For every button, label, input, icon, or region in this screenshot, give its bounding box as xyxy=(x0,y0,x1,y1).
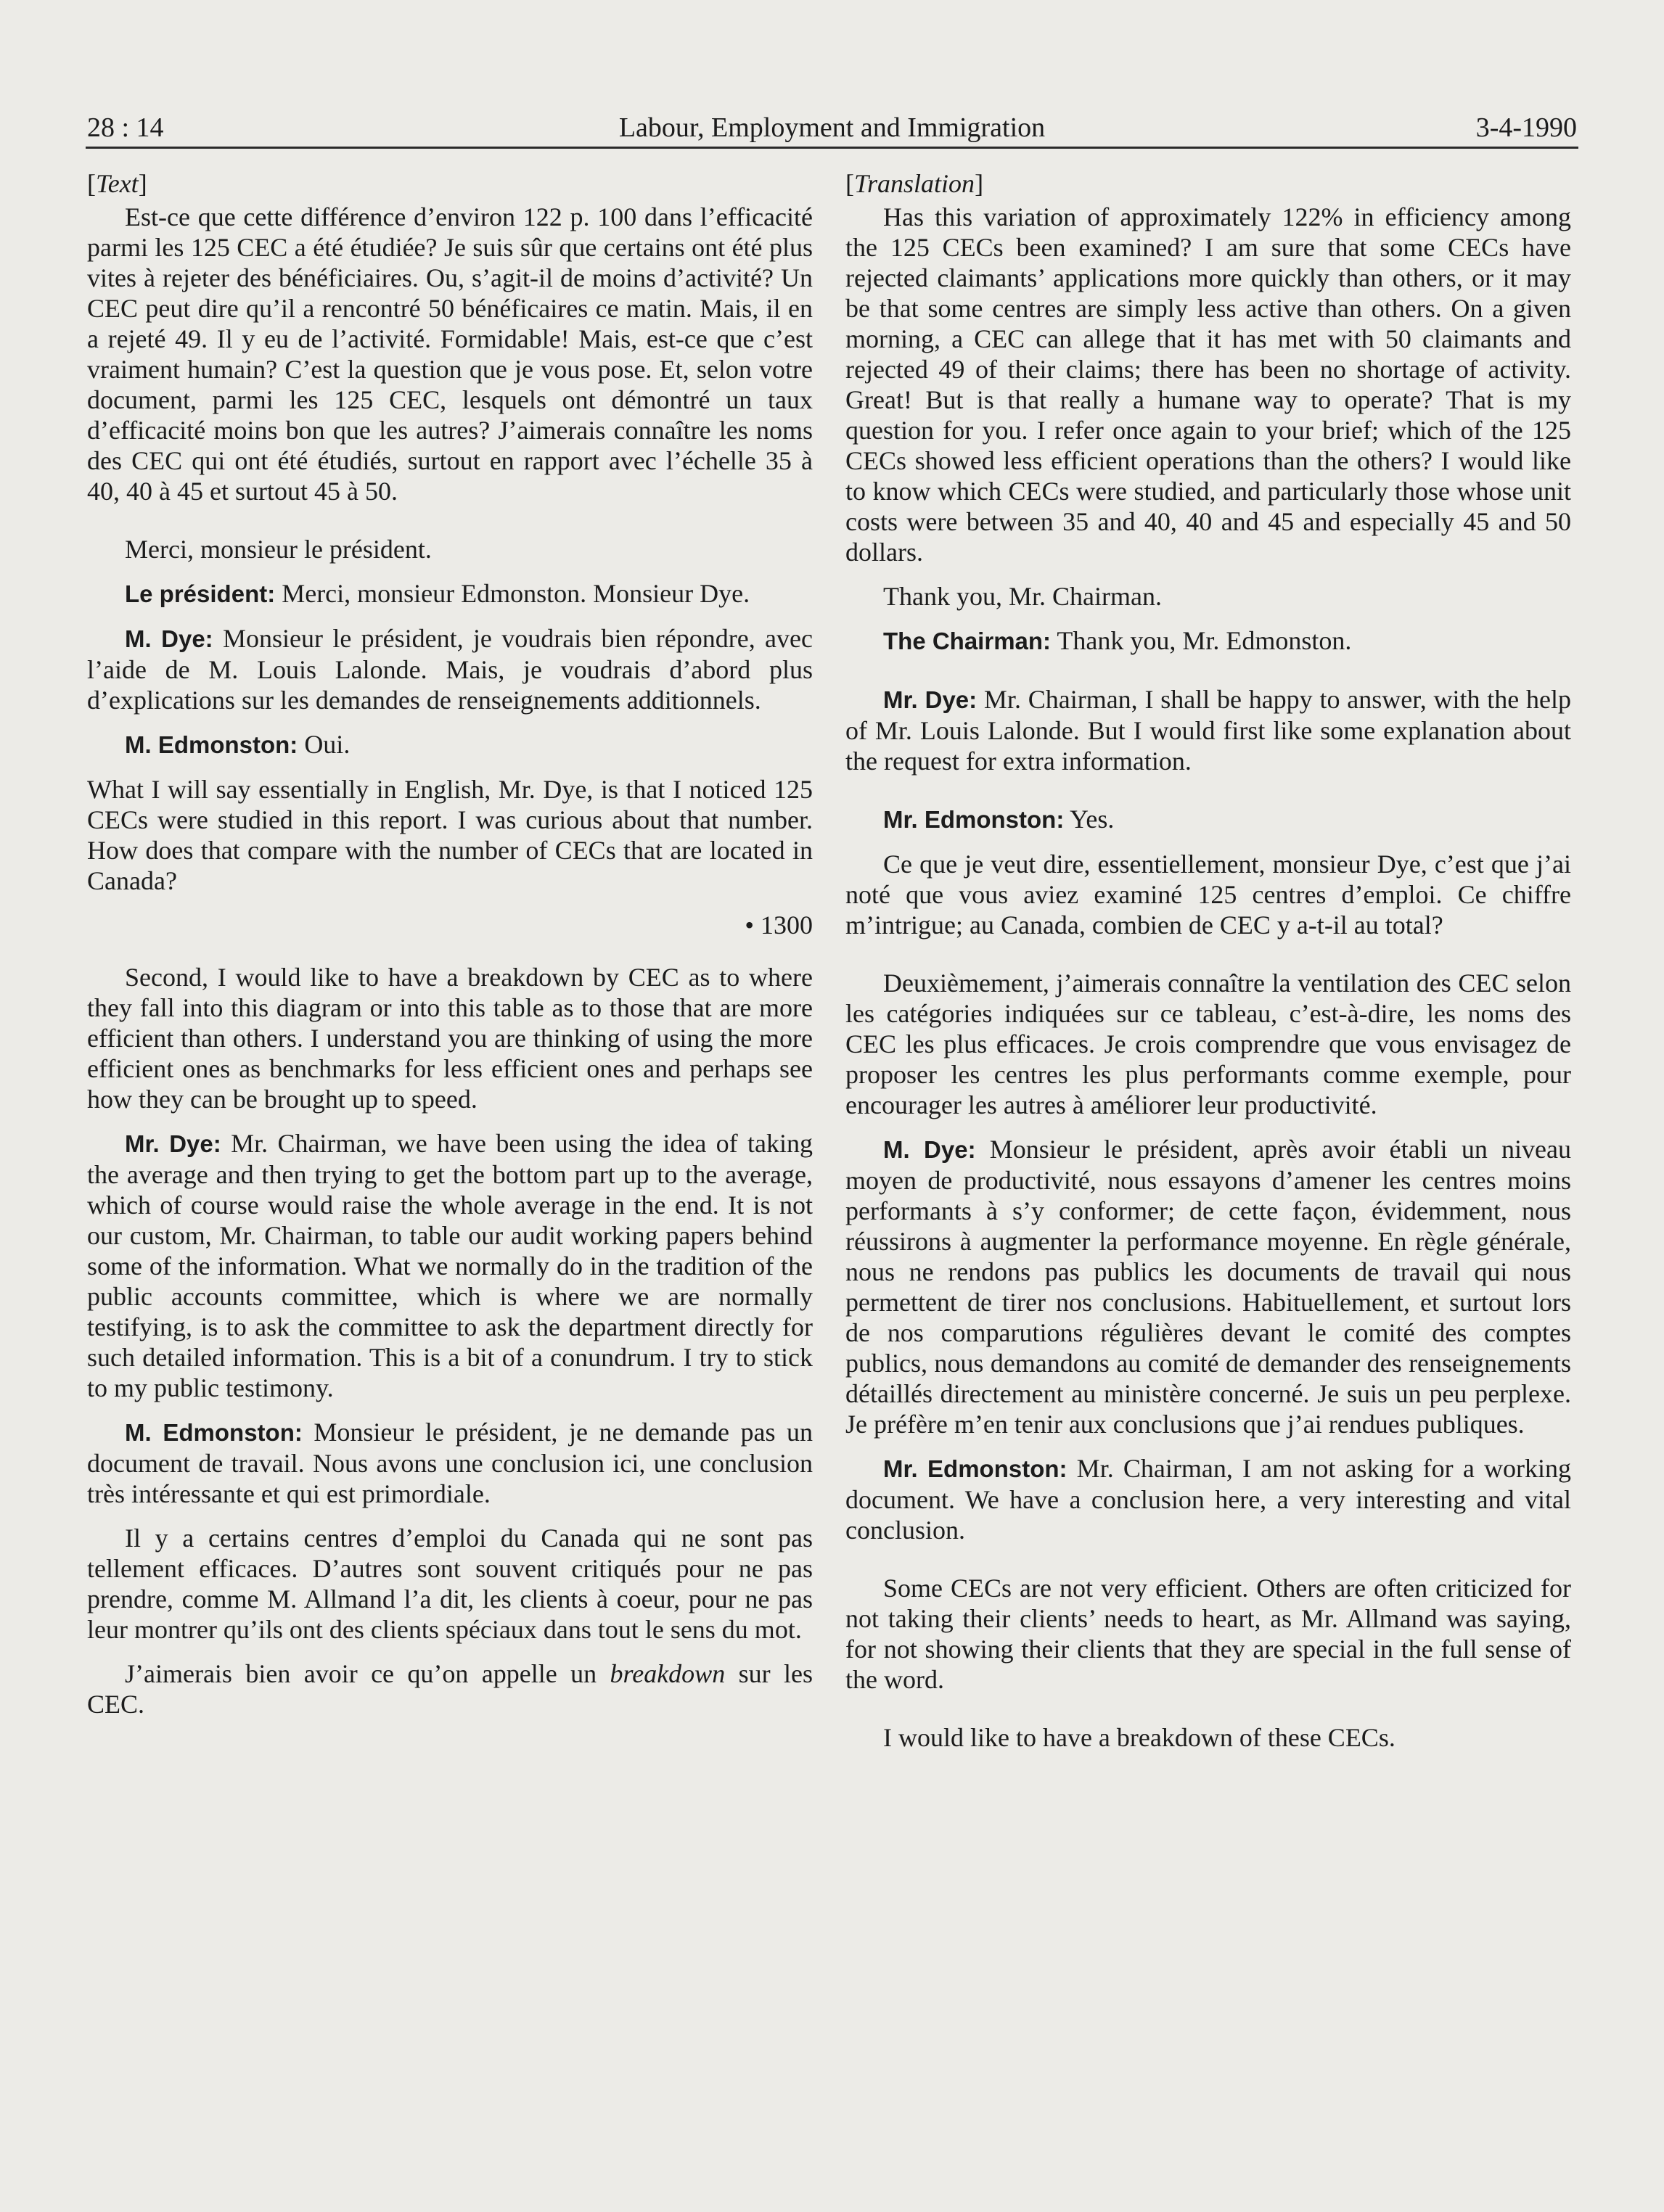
paragraph: M. Edmonston: Monsieur le président, je ne demande pas un document de travail. Nous avons une conclusion ici, une conclusion très intéressante et qui est primordiale. xyxy=(87,1418,813,1508)
left-column xyxy=(87,168,813,1733)
paragraph: Est-ce que cette différence d’environ 122 p. 100 dans l’efficacité parmi les 125 CEC a été étudiée? Je suis sûr que certains ont été plus vites à rejeter des bénéficiaires. Ou, s’agit-il de moins d’activité? Un CEC peut dire qu’il a rencontré 50 bénéficaires ce matin. Mais, il en a rejeté 49. Il y eu de l’activité. Formidable! Mais, est-ce que c’est vraiment humain? C’est la question que je vous pose. Et, selon votre document, parmi les 125 CEC, lesquels ont démontré un taux d’efficacité moins bon que les autres? J’aimerais connaître les noms des CEC qui ont été étudiés, surtout en rapport avec l’échelle 35 à 40, 40 à 45 et surtout 45 à 50. xyxy=(87,202,813,506)
paragraph: Ce que je veut dire, essentiellement, monsieur Dye, c’est que j’ai noté que vous aviez examiné 125 centres d’emploi. Ce chiffre m’intrigue; au Canada, combien de CEC y a-t-il au total? xyxy=(845,850,1571,940)
speaker-name: Mr. Dye: xyxy=(125,1130,221,1157)
paragraph: Mr. Edmonston: Mr. Chairman, I am not asking for a working document. We have a conclusion here, a very interesting and vital conclusion. xyxy=(845,1454,1571,1545)
paragraph: Il y a certains centres d’emploi du Canada qui ne sont pas tellement efficaces. D’autres sont souvent critiqués pour ne pas prendre, comme M. Allmand l’a dit, les clients à coeur, pour ne pas leur montrer qu’ils ont des clients spéciaux dans tout le sens du mot. xyxy=(87,1524,813,1644)
paragraph: Mr. Dye: Mr. Chairman, I shall be happy to answer, with the help of Mr. Louis Lalonde. But I would first like some explanation about the request for extra information. xyxy=(845,685,1572,776)
header-date: 3-4-1990 xyxy=(1475,112,1577,143)
paragraph: Second, I would like to have a breakdown by CEC as to where they fall into this diagram or into this table as to those that are more efficient than others. I understand you are thinking of using the more efficient ones as benchmarks for less efficient ones and perhaps see how they can be brought up to speed. xyxy=(87,963,813,1114)
header-rule xyxy=(86,147,1578,149)
paragraph: Some CECs are not very efficient. Others are often criticized for not taking their clients’ needs to heart, as Mr. Allmand was saying, for not showing their clients that they are special in the full sense of the word. xyxy=(845,1574,1571,1694)
paragraph: Deuxièmement, j’aimerais connaître la ventilation des CEC selon les catégories indiquées sur ce tableau, c’est-à-dire, les noms des CEC les plus efficaces. Je crois comprendre que vous envisagez de proposer les centres les plus performants comme exemple, pour encourager les autres à améliorer leur productivité. xyxy=(845,969,1571,1119)
time-marker: • 1300 xyxy=(745,910,813,940)
speaker-name: Mr. Edmonston: xyxy=(883,806,1065,833)
paragraph: M. Dye: Monsieur le président, après avoir établi un niveau moyen de productivité, nous essayons d’amener les centres moins performants à s’y conformer; de cette façon, évidemment, nous réussirons à augmenter la performance moyenne. En règle générale, nous ne rendons pas publics les documents de travail qui nous permettent de tirer nos conclusions. Habituellement, et surtout lors de nos comparutions régulières devant le comité des comptes publics, nous demandons au comité de demander des renseignements détaillés directement au ministère concerné. Je suis un peu perplexe. Je préfère m’en tenir aux conclusions que j’ai rendues publiques. xyxy=(845,1135,1571,1439)
speaker-name: Mr. Dye: xyxy=(883,686,978,713)
speaker-name: The Chairman: xyxy=(883,628,1052,654)
paragraph: Merci, monsieur le président. xyxy=(125,535,432,564)
paragraph: M. Edmonston: Oui. xyxy=(125,730,351,759)
speaker-name: M. Dye: xyxy=(125,625,213,652)
paragraph: Has this variation of approximately 122% in efficiency among the 125 CECs been examined? I am sure that some CECs have rejected claimants’ applications more quickly than others, or it may be that some centres are simply less active than others. On a given morning, a CEC can allege that it has met with 50 claimants and rejected 49 of their claims; there has been no shortage of activity. Great! But is that really a humane way to operate? That is my question for you. I refer once again to your brief; which of the 125 CECs showed less efficient operations than the others? I would like to know which CECs were studied, and particularly those whose unit costs were between 35 and 40, 40 and 45 and especially 45 and 50 dollars. xyxy=(845,202,1571,567)
paragraph: Mr. Dye: Mr. Chairman, we have been using the idea of taking the average and then trying to get the bottom part up to the average, which of course would raise the whole average in the end. It is not our custom, Mr. Chairman, to table our audit working papers behind some of the information. What we normally do in the tradition of the public accounts committee, which is where we are normally testifying, is to ask the committee to ask the department directly for such detailed information. This is a bit of a conundrum. I try to stick to my public testimony. xyxy=(87,1129,813,1402)
running-title: Labour, Employment and Immigration xyxy=(618,112,1046,143)
speaker-name: M. Dye: xyxy=(883,1136,976,1163)
paragraph: Le président: Merci, monsieur Edmonston. Monsieur Dye. xyxy=(125,579,750,608)
text-label: [Text] xyxy=(87,169,147,198)
page-number: 28 : 14 xyxy=(87,112,164,143)
paragraph: Mr. Edmonston: Yes. xyxy=(883,805,1115,834)
paragraph: I would like to have a breakdown of these CECs. xyxy=(883,1723,1395,1752)
speaker-name: M. Edmonston: xyxy=(125,731,298,758)
translation-label: [Translation] xyxy=(845,169,984,198)
paragraph: Thank you, Mr. Chairman. xyxy=(883,582,1162,611)
paragraph: The Chairman: Thank you, Mr. Edmonston. xyxy=(883,626,1352,655)
speaker-name: Mr. Edmonston: xyxy=(883,1455,1067,1482)
paragraph: M. Dye: Monsieur le président, je voudrais bien répondre, avec l’aide de M. Louis Lalonde. Mais, je voudrais d’abord plus d’explications sur les demandes de renseignements additionnels. xyxy=(87,624,813,715)
right-column xyxy=(845,168,1571,1767)
speaker-name: Le président: xyxy=(125,580,276,607)
paragraph: J’aimerais bien avoir ce qu’on appelle un breakdown sur les CEC. xyxy=(87,1659,813,1719)
paragraph: What I will say essentially in English, Mr. Dye, is that I noticed 125 CECs were studied in this report. I was curious about that number. How does that compare with the number of CECs that are located in Canada? xyxy=(87,775,813,895)
speaker-name: M. Edmonston: xyxy=(125,1419,303,1446)
